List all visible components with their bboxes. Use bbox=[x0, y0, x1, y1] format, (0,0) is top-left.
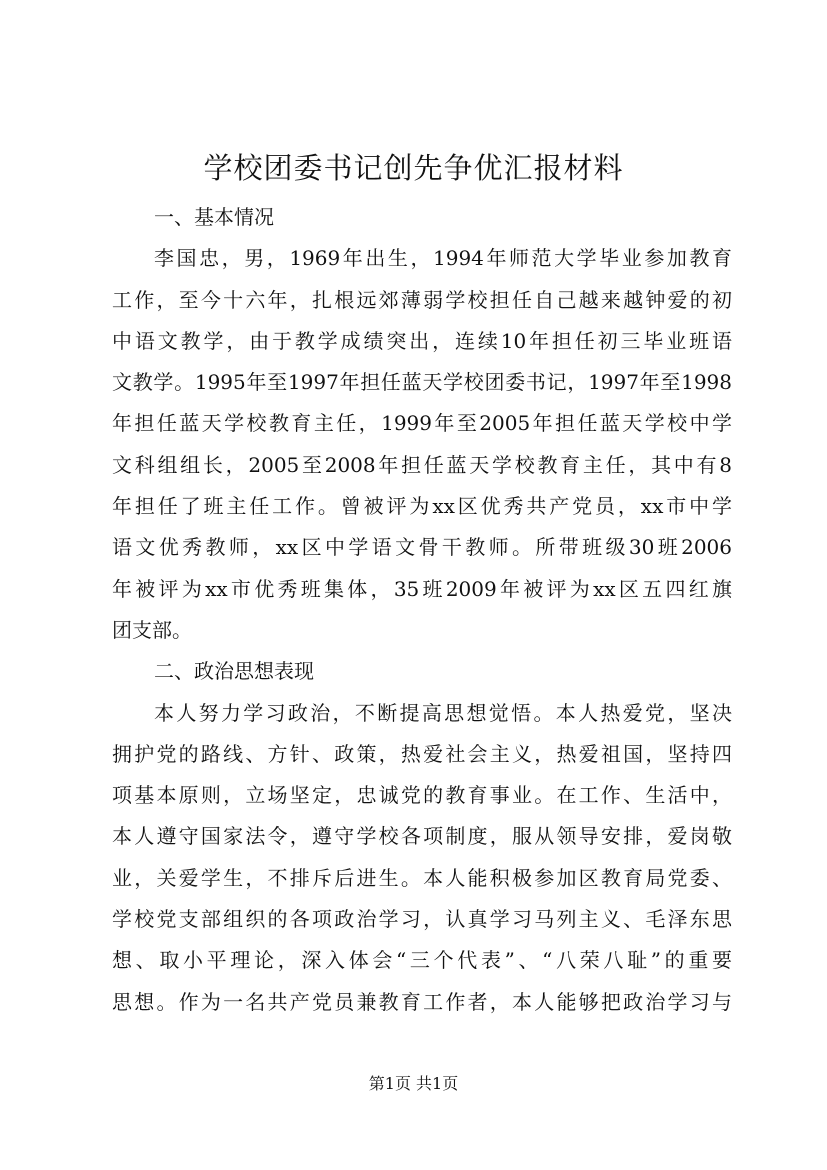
document-body bbox=[112, 197, 732, 1023]
paragraph-line: 本人遵守国家法令，遵守学校各项制度，服从领导安排，爱岗敬 bbox=[112, 824, 732, 849]
document-title: 学校团委书记创先争优汇报材料 bbox=[203, 151, 624, 185]
paragraph-line: 团支部。 bbox=[112, 617, 192, 642]
paragraph-line: 年担任了班主任工作。曾被评为xx区优秀共产党员，xx市中学 bbox=[112, 494, 732, 519]
paragraph-line: 年被评为xx市优秀班集体，35班2009年被评为xx区五四红旗 bbox=[112, 576, 732, 601]
paragraph-line: 工作，至今十六年，扎根远郊薄弱学校担任自己越来越钟爱的初 bbox=[112, 287, 732, 312]
paragraph-line: 拥护党的路线、方针、政策，热爱社会主义，热爱祖国，坚持四 bbox=[112, 741, 732, 766]
paragraph-line: 语文优秀教师，xx区中学语文骨干教师。所带班级30班2006 bbox=[112, 535, 732, 560]
section-heading-basic-info: 一、基本情况 bbox=[154, 205, 274, 229]
section-heading-political: 二、政治思想表现 bbox=[154, 659, 314, 684]
paragraph-line: 想、取小平理论，深入体会“三个代表”、“八荣八耻”的重要 bbox=[112, 948, 732, 973]
page-footer: 第1页 共1页 bbox=[368, 1074, 459, 1093]
paragraph-line: 文科组组长，2005至2008年担任蓝天学校教育主任，其中有8 bbox=[112, 452, 732, 477]
paragraph-line: 年担任蓝天学校教育主任，1999年至2005年担任蓝天学校中学 bbox=[112, 411, 732, 436]
paragraph-line: 中语文教学，由于教学成绩突出，连续10年担任初三毕业班语 bbox=[112, 328, 732, 353]
paragraph-line: 学校党支部组织的各项政治学习，认真学习马列主义、毛泽东思 bbox=[112, 907, 732, 932]
paragraph-line: 文教学。1995年至1997年担任蓝天学校团委书记，1997年至1998 bbox=[112, 370, 732, 395]
paragraph-line: 业，关爱学生，不排斥后进生。本人能积极参加区教育局党委、 bbox=[112, 865, 732, 890]
paragraph-line: 本人努力学习政治，不断提高思想觉悟。本人热爱党，坚决 bbox=[154, 700, 732, 725]
paragraph-line: 项基本原则，立场坚定，忠诚党的教育事业。在工作、生活中， bbox=[112, 783, 732, 808]
paragraph-line: 李国忠，男，1969年出生，1994年师范大学毕业参加教育 bbox=[154, 246, 732, 271]
paragraph-line: 思想。作为一名共产党员兼教育工作者，本人能够把政治学习与 bbox=[112, 989, 732, 1014]
